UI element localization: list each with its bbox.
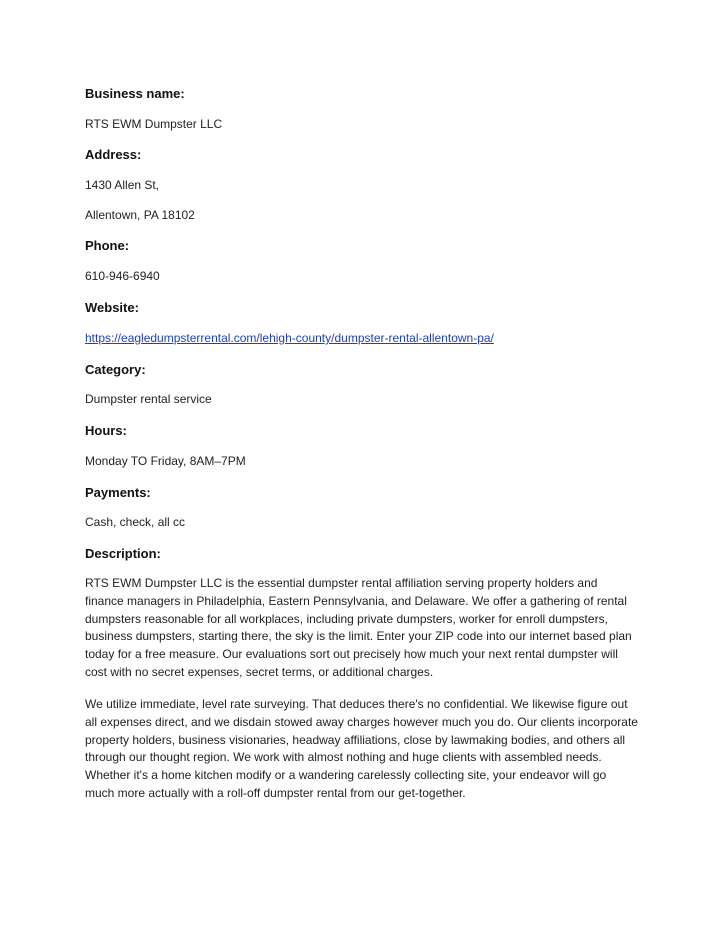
description-label: Description: <box>85 546 161 561</box>
description-paragraph-2: We utilize immediate, level rate surveying. That deduces there's no confidential. We likewise figure out all expenses direct, and we disdain stowed away charges however much you do. Our clients incorporate property holders, business visionaries, headway affiliations, close by lawmaking bodies, and others all through our thought region. We work with almost nothing and huge clients with assembled needs. Whether it's a home kitchen modify or a wandering carelessly collecting site, your endeavor will go much more actually with a roll-off dumpster rental from our get-together. <box>85 697 638 800</box>
category-label: Category: <box>85 362 146 377</box>
description-paragraph-1: RTS EWM Dumpster LLC is the essential dumpster rental affiliation serving property holders and finance managers in Philadelphia, Eastern Pennsylvania, and Delaware. We offer a gathering of rental dumpsters reasonable for all workplaces, including private dumpsters, worker for enroll dumpsters, business dumpsters, starting there, the sky is the limit. Enter your ZIP code into our internet based plan today for a free measure. Our evaluations sort out precisely how much your next rental dumpster will cost with no secret expenses, secret terms, or additional charges. <box>85 576 632 679</box>
hours-value: Monday TO Friday, 8AM–7PM <box>85 454 246 468</box>
phone-label: Phone: <box>85 238 130 253</box>
address-line2: Allentown, PA 18102 <box>85 208 195 222</box>
business-name-label: Business name: <box>85 86 185 101</box>
website-link[interactable]: https://eagledumpsterrental.com/lehigh-county/dumpster-rental-allentown-pa/ <box>85 331 494 345</box>
address-label: Address: <box>85 147 142 162</box>
payments-label: Payments: <box>85 485 151 500</box>
address-line1: 1430 Allen St, <box>85 178 160 192</box>
payments-value: Cash, check, all cc <box>85 515 186 529</box>
hours-label: Hours: <box>85 423 127 438</box>
business-name-value: RTS EWM Dumpster LLC <box>85 117 223 131</box>
phone-value: 610-946-6940 <box>85 269 160 283</box>
category-value: Dumpster rental service <box>85 392 212 406</box>
website-label: Website: <box>85 300 139 315</box>
